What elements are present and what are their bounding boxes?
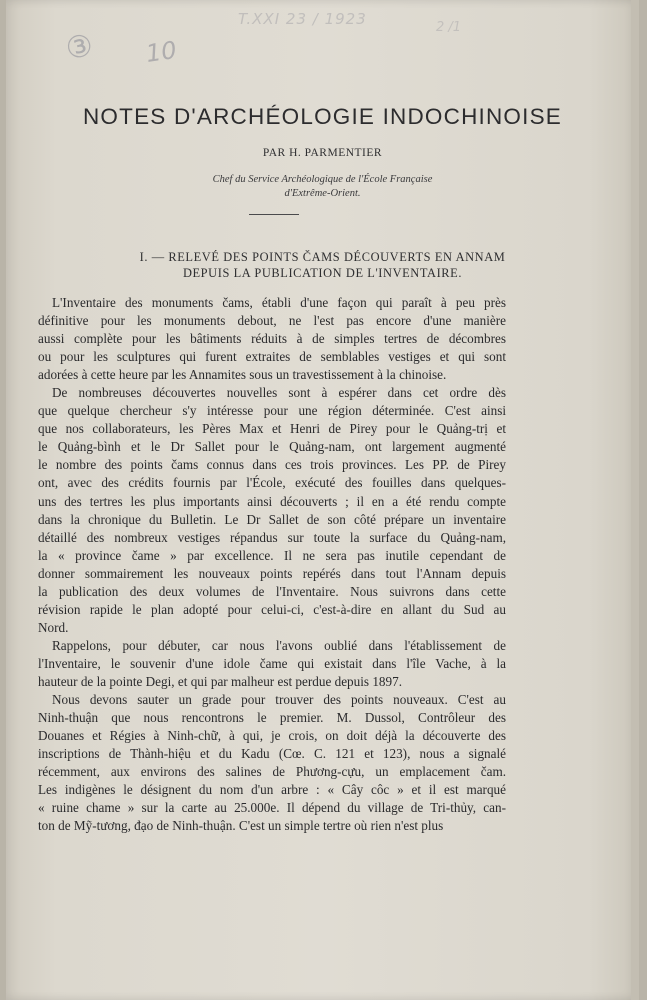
text-line: inscriptions de Thành-hiệu et du Kadu (Cœ. C. 121 et 123), nous a signalé — [38, 746, 506, 762]
text-line: aussi complète pour les bâtiments réduits à de simples tertres de décombres — [38, 331, 506, 347]
paragraph — [38, 384, 506, 637]
text-line: ont, avec des crédits fournis par l'École, exécuté des fouilles dans quelques- — [38, 475, 506, 491]
text-line: que nos collaborateurs, les Pères Max et Henri de Pirey pour le Quảng-trị et — [38, 421, 506, 437]
text-line: récemment, aux environs des salines de Phương-cựu, un emplacement čam. — [38, 764, 506, 780]
text-line: uns des tertres les plus importants ainsi découverts ; il en a été rendu compte — [38, 493, 506, 509]
pencil-reference-note: T.XXI 23 / 1923 — [238, 10, 367, 28]
text-line: « ruine chame » sur la carte au 25.000e. Il dépend du village de Tri-thủy, can- — [38, 800, 506, 816]
text-line: Nord. — [38, 619, 69, 635]
text-line: Douanes et Régies à Ninh-chữ, à qui, je crois, on doit déjà la découverte des — [38, 728, 506, 744]
text-line: dans la chronique du Bulletin. Le Dr Sallet de son côté prépare un inventaire — [38, 511, 506, 527]
article-byline: PAR H. PARMENTIER — [262, 147, 383, 159]
affiliation-line-2: d'Extrême-Orient. — [284, 187, 361, 199]
text-line: Les indigènes le désignent du nom d'un arbre : « Cây côc » et il est marqué — [38, 782, 506, 798]
article-body — [38, 294, 506, 835]
paragraph — [38, 691, 506, 835]
text-line: ton de Mỹ-tương, đạo de Ninh-thuận. C'est un simple tertre où rien n'est plus — [38, 818, 444, 834]
text-line: le Quảng-bình et le Dr Sallet pour le Quảng-nam, ont largement augmenté — [38, 439, 506, 455]
text-line: détaillé des nombreux vestiges répandus sur toute la surface du Quảng-nam, — [38, 529, 506, 545]
text-line: la « province čame » par excellence. Il ne sera pas inutile cependant de — [38, 547, 506, 563]
text-line: donner sommairement les nouveaux points repérés dans tout l'Annam depuis — [38, 565, 506, 581]
pencil-catalog-number: ③ — [62, 27, 97, 68]
text-line: l'Inventaire, le souvenir d'une idole čame qui existait dans l'île Vache, à la — [38, 655, 506, 671]
author-affiliation — [6, 173, 639, 200]
affiliation-line-1: Chef du Service Archéologique de l'École Française — [212, 174, 433, 185]
text-line: Nous devons sauter un grade pour trouver des points nouveaux. C'est au — [52, 692, 506, 708]
text-line: hauteur de la pointe Degi, et qui par malheur est perdue depuis 1897. — [38, 673, 403, 689]
paragraph — [38, 637, 506, 691]
section-heading-line-1: I. — RELEVÉ DES POINTS ČAMS DÉCOUVERTS EN ANNAM — [139, 250, 506, 264]
text-line: De nombreuses découvertes nouvelles sont à espérer dans cet ordre dès — [52, 385, 506, 401]
section-heading — [6, 249, 639, 281]
text-line: la publication des deux volumes de l'Inventaire. Nous suivrons dans cette — [38, 583, 506, 599]
text-line: définitive pour les monuments debout, ne l'est pas encore d'une manière — [38, 313, 506, 329]
scanned-page — [6, 0, 639, 1000]
pencil-sub-number: 10 — [144, 36, 179, 68]
text-line: le nombre des points čams connus dans ces trois provinces. Les PP. de Pirey — [38, 457, 506, 473]
text-line: L'Inventaire des monuments čams, établi d'une façon qui paraît à peu près — [52, 295, 506, 310]
text-line: Rappelons, pour débuter, car nous l'avons oublié dans l'établissement de — [52, 637, 506, 653]
title-divider — [249, 214, 299, 215]
text-line: révision rapide le plan adopté pour celui-ci, c'est-à-dire en allant du Sud au — [38, 601, 506, 617]
text-line: adorées à cette heure par les Annamites sous un travestissement à la chinoise. — [38, 367, 447, 383]
text-line: que quelque chercheur s'y intéresse pour une région déterminée. C'est ainsi — [38, 403, 506, 419]
text-line: ou pour les sculptures qui furent extraites de semblables vestiges et qui sont — [38, 349, 506, 365]
pencil-reference-note-right: 2 /1 — [436, 20, 462, 35]
section-heading-line-2: DEPUIS LA PUBLICATION DE L'INVENTAIRE. — [182, 266, 463, 280]
text-line: Ninh-thuận que nous rencontrons le premier. M. Dussol, Contrôleur des — [38, 710, 506, 726]
paragraph — [38, 294, 506, 384]
article-title: NOTES D'ARCHÉOLOGIE INDOCHINOISE — [82, 104, 562, 129]
